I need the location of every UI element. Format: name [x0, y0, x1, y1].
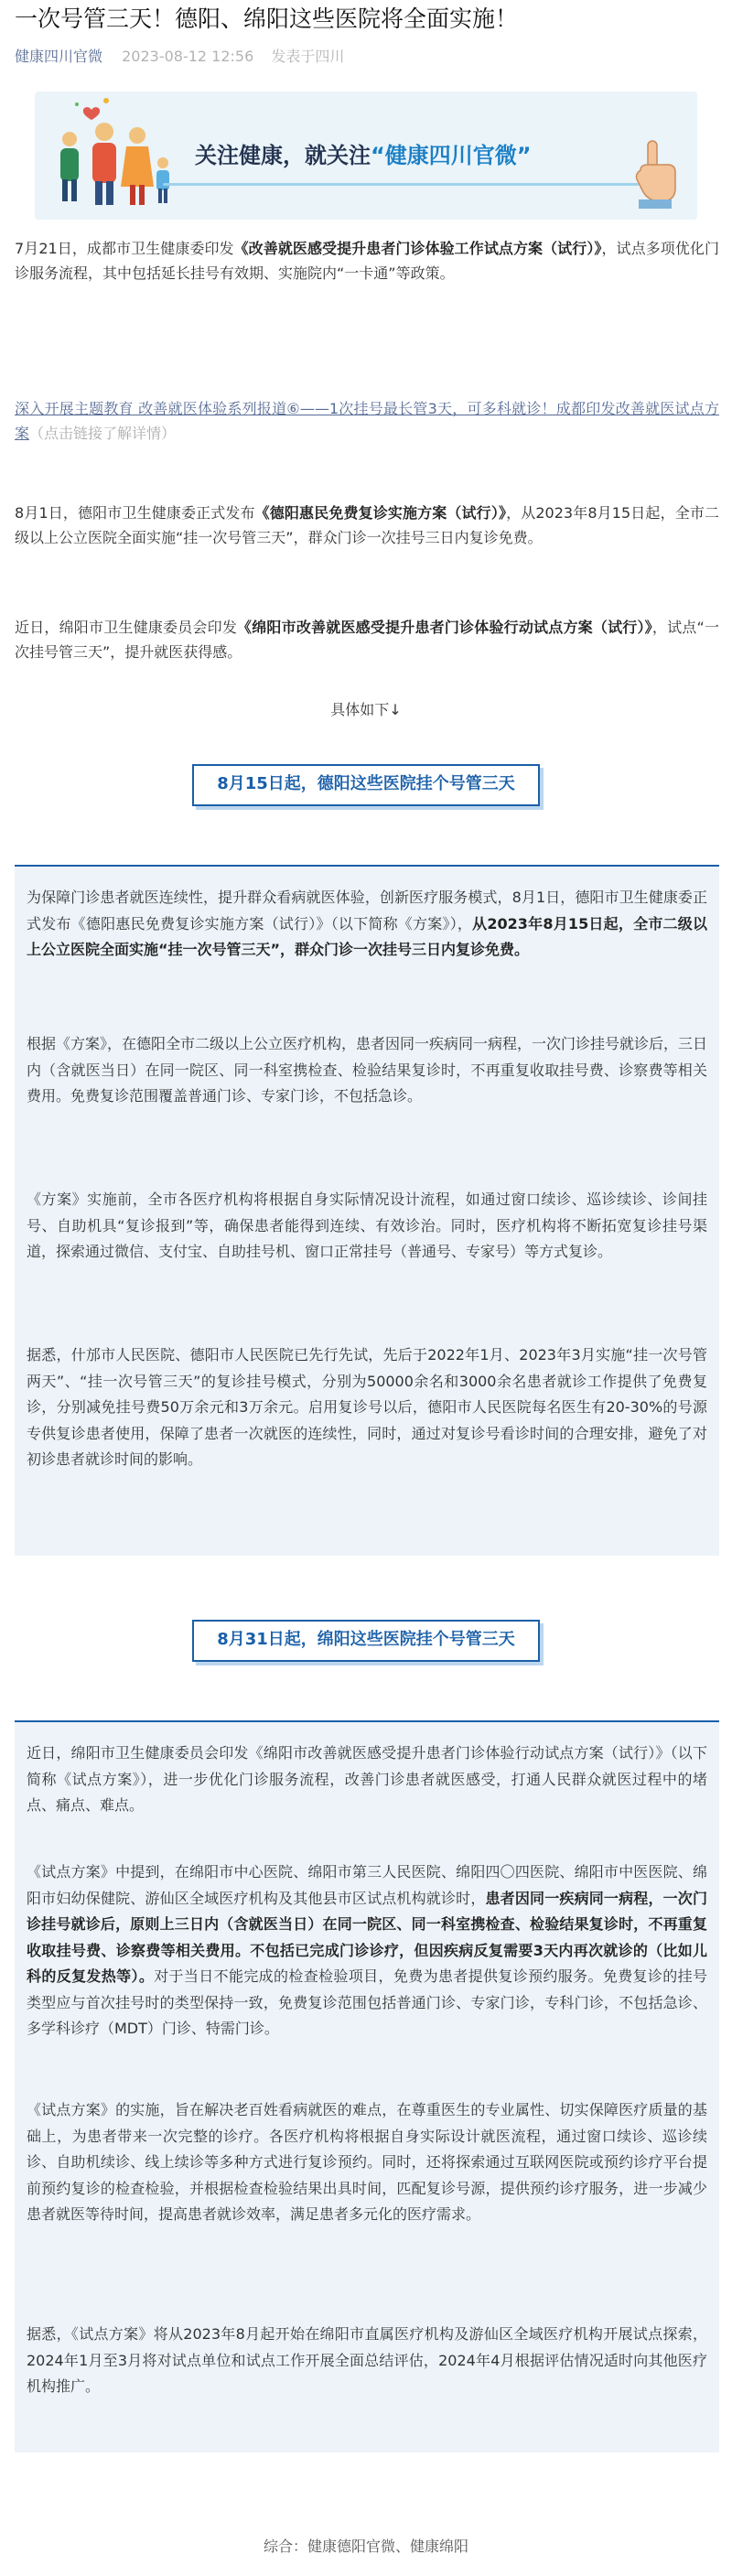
publish-location: 发表于四川	[271, 48, 345, 65]
heart-icon	[83, 107, 100, 120]
publish-date: 2023-08-12 12:56	[122, 48, 254, 65]
section-2-paragraph-4: 据悉，《试点方案》将从2023年8月起开始在绵阳市直属医疗机构及游仙区全域医疗机构开展试点探索，2024年1月至3月将对试点单位和试点工作开展全面总结评估，2024年4月根据评估情况适时向其他医疗机构推广。	[27, 2325, 707, 2395]
intro-paragraph-2: 8月1日，德阳市卫生健康委正式发布《德阳惠民免费复诊实施方案（试行）》，从2023年8月15日起，全市二级以上公立医院全面实施“挂一次号管三天”，群众门诊一次挂号三日内复诊免费。	[15, 504, 719, 546]
section-2-panel	[15, 1720, 719, 2452]
related-article	[15, 396, 719, 446]
section-2-paragraph-2: 《试点方案》中提到，在绵阳市中心医院、绵阳市第三人民医院、绵阳四〇四医院、绵阳市中医医院、绵阳市妇幼保健院、游仙区全域医疗机构及其他县市区试点机构就诊时，患者因同一疾病同一病程，一次门诊挂号就诊后，原则上三日内（含就医当日）在同一院区、同一科室携检查、检验结果复诊时，不再重复收取挂号费、诊察费等相关费用。不包括已完成门诊诊疗，但因疾病反复需要3天内再次就诊的（比如儿科的反复发热等）。对于当日不能完成的检查检验项目，免费为患者提供复诊预约服务。免费复诊的挂号类型应与首次挂号时的类型保持一致，免费复诊范围包括普通门诊、专家门诊，专科门诊，不包括急诊、多学科诊疗（MDT）门诊、特需门诊。	[27, 1863, 707, 2037]
section-1-paragraph-3: 《方案》实施前，全市各医疗机构将根据自身实际情况设计流程，如通过窗口续诊、巡诊续诊、诊间挂号、自助机具“复诊报到”等，确保患者能得到连续、有效诊治。同时，医疗机构将不断拓宽复诊挂号渠道，探索通过微信、支付宝、自助挂号机、窗口正常挂号（普通号、专家号）等方式复诊。	[27, 1191, 707, 1260]
section-1-panel	[15, 865, 719, 1556]
section-1-paragraph-2: 根据《方案》，在德阳全市二级以上公立医疗机构，患者因同一疾病同一病程，一次门诊挂号就诊后，三日内（含就医当日）在同一院区、同一科室携检查、检验结果复诊时，不再重复收取挂号费、诊察费等相关费用。免费复诊范围覆盖普通门诊、专家门诊，不包括急诊。	[27, 1035, 708, 1105]
article-title: 一次号管三天！德阳、绵阳这些医院将全面实施！	[15, 5, 519, 32]
section-1-paragraph-4: 据悉，什邡市人民医院、德阳市人民医院已先行先试，先后于2022年1月、2023年3月实施“挂一次号管两天”、“挂一次号管三天”的复诊挂号模式，分别为50000余名和3000余名患者就诊工作提供了免费复诊，分别减免挂号费50万余元和3万余元。启用复诊号以后，德阳市人民医院每名医生有20-30%的号源专供复诊患者使用，保障了患者一次就医的连续性，同时，通过对复诊号看诊时间的合理安排，避免了对初诊患者就诊时间的影响。	[27, 1346, 707, 1468]
hand-pointer-icon	[630, 137, 684, 210]
intro-paragraph-1: 7月21日，成都市卫生健康委印发《改善就医感受提升患者门诊体验工作试点方案（试行）》，试点多项优化门诊服务流程，其中包括延长挂号有效期、实施院内“一卡通”等政策。	[15, 240, 719, 282]
intro-paragraph-3: 近日，绵阳市卫生健康委员会印发《绵阳市改善就医感受提升患者门诊体验行动试点方案（试行）》，试点“一次挂号管三天”，提升就医获得感。	[15, 619, 719, 661]
account-name-link[interactable]: 健康四川官微	[15, 48, 103, 65]
follow-banner	[35, 92, 697, 220]
banner-slogan: 关注健康，就关注“健康四川官微”	[195, 143, 532, 168]
article-credit: 综合：健康德阳官微、健康绵阳	[263, 2538, 468, 2555]
family-illustration	[35, 92, 181, 220]
section-2-heading: 8月31日起，绵阳这些医院挂个号管三天	[192, 1620, 540, 1662]
slogan-underline	[163, 183, 639, 186]
section-2-paragraph-1: 近日，绵阳市卫生健康委员会印发《绵阳市改善就医感受提升患者门诊体验行动试点方案（试行）》（以下简称《试点方案》），进一步优化门诊服务流程，改善门诊患者就医感受，打通人民群众就医过程中的堵点、痛点、难点。	[27, 1744, 707, 1814]
section-1-heading: 8月15日起，德阳这些医院挂个号管三天	[192, 764, 540, 806]
details-label: 具体如下↓	[330, 701, 402, 718]
article-meta	[15, 45, 344, 66]
related-article-link[interactable]: 深入开展主题教育 改善就医体验系列报道⑥——1次挂号最长管3天，可多科就诊！成都印发改善就医试点方案	[15, 400, 719, 442]
section-2-paragraph-3: 《试点方案》的实施，旨在解决老百姓看病就医的难点，在尊重医生的专业属性、切实保障医疗质量的基础上，为患者带来一次完整的诊疗。各医疗机构将根据自身实际设计就医流程，通过窗口续诊、巡诊续诊、自助机续诊、线上续诊等多种方式进行复诊预约。同时，还将探索通过互联网医院或预约诊疗平台提前预约复诊的检查检验，并根据检查检验结果出具时间，匹配复诊号源，提供预约诊疗服务，进一步减少患者就医等待时间，提高患者就诊效率，满足患者多元化的医疗需求。	[27, 2101, 707, 2223]
section-1-paragraph-1: 为保障门诊患者就医连续性，提升群众看病就医体验，创新医疗服务模式，8月1日，德阳市卫生健康委正式发布《德阳惠民免费复诊实施方案（试行）》（以下简称《方案》），从2023年8月15日起，全市二级以上公立医院全面实施“挂一次号管三天”，群众门诊一次挂号三日内复诊免费。	[27, 889, 707, 958]
link-hint: （点击链接了解详情）	[29, 425, 177, 442]
